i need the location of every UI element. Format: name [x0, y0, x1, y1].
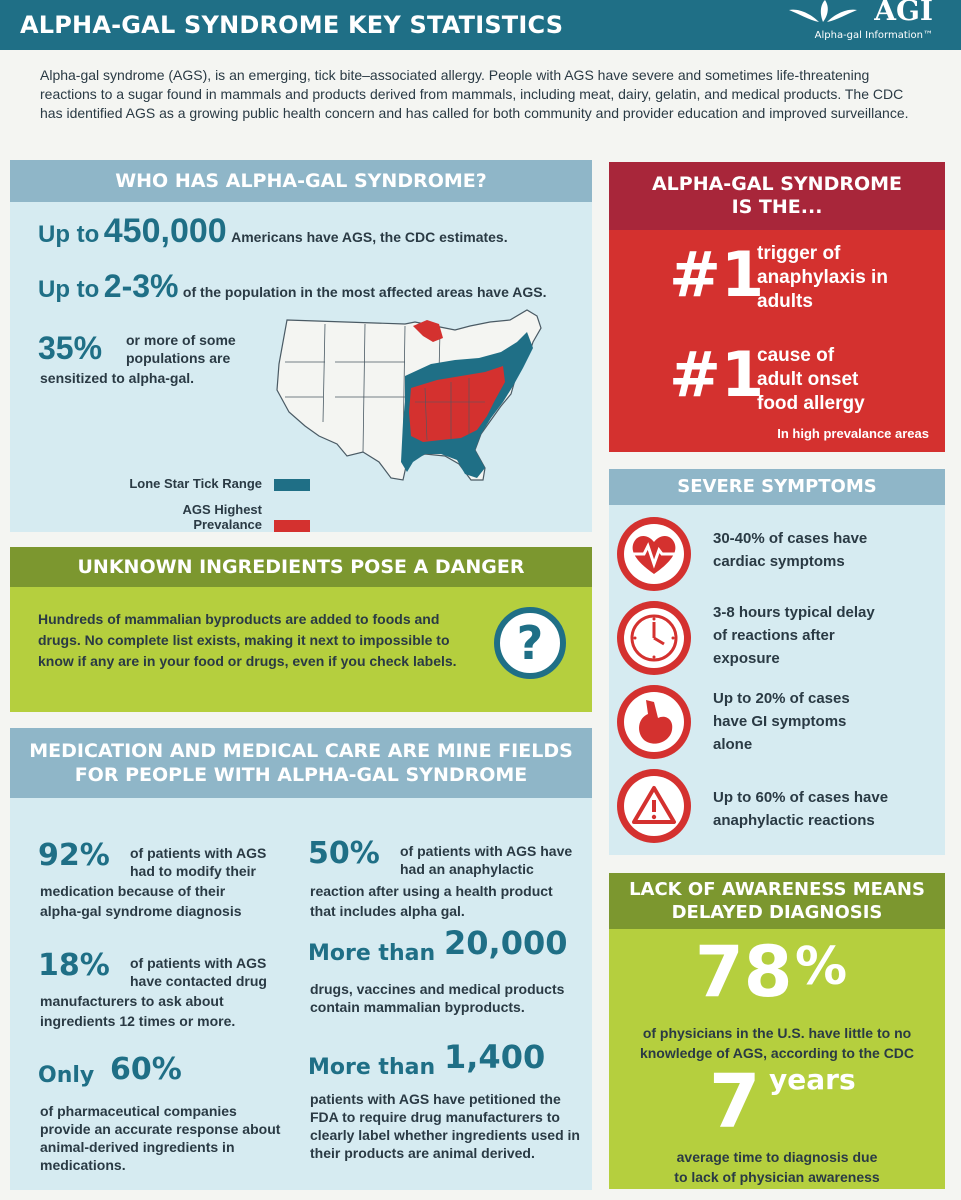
logo-text: AGI [874, 0, 933, 27]
stat-50-percent: 50% of patients with AGS have had an anaphylactic reaction after using a health product that includes alpha gal. [308, 836, 573, 919]
time-to-diagnosis-text: average time to diagnosis due to lack of physician awareness [674, 1149, 880, 1185]
us-map [265, 302, 565, 502]
stat-7: 7 [709, 1059, 761, 1145]
warning-icon [617, 769, 691, 843]
lack-of-awareness-heading: LACK OF AWARENESS MEANS DELAYED DIAGNOSIS [609, 873, 945, 929]
physician-knowledge-text: of physicians in the U.S. have little to no knowledge of AGS, according to the CDC [639, 1025, 915, 1061]
percent-sign: % [795, 937, 848, 997]
lack-of-awareness-panel [609, 873, 945, 1189]
clock-icon [617, 601, 691, 675]
lotus-logo-icon [789, 0, 859, 24]
agi-logo [789, 0, 939, 48]
logo-subtitle: Alpha-gal Information™ [814, 30, 933, 41]
who-has-heading: WHO HAS ALPHA-GAL SYNDROME? [10, 160, 592, 202]
unknown-ingredients-text: Hundreds of mammalian byproducts are added to foods and drugs. No complete list exists, making it next to impossible to know if any are in your food or drugs, even if you check labels. [38, 611, 457, 669]
medication-panel [10, 728, 592, 1190]
medication-heading: MEDICATION AND MEDICAL CARE ARE MINE FIELDS FOR PEOPLE WITH ALPHA-GAL SYNDROME [10, 728, 592, 798]
years-label: years [769, 1063, 856, 1096]
stat-20000: More than 20,000 drugs, vaccines and medical products contain mammalian byproducts. [308, 924, 568, 1015]
question-mark-icon: ? [494, 607, 566, 679]
legend-ags-prevalence: AGS Highest Prevalance [122, 502, 310, 532]
severe-symptoms-panel [609, 469, 945, 855]
stat-only-60-percent: Only 60% of pharmaceutical companies provide an accurate response about animal-derived ingredients in medications. [38, 1052, 281, 1173]
intro-paragraph: Alpha-gal syndrome (AGS), is an emerging, tick bite–associated allergy. People with AGS have severe and sometimes life-threatening reactions to a sugar found in mammals and products derived from mammals, including meat, dairy, gelatin, and medical products. The CDC has identified AGS as a growing public health concern and has called for both community and provider education and improved surveillance. [40, 67, 909, 121]
unknown-ingredients-heading: UNKNOWN INGREDIENTS POSE A DANGER [10, 547, 592, 587]
ags-is-the-panel [609, 162, 945, 452]
symptom-delay-text: 3-8 hours typical delay of reactions after exposure [713, 604, 875, 667]
high-prevalence-note: In high prevalance areas [777, 426, 929, 441]
symptom-gi-text: Up to 20% of cases have GI symptoms alone [713, 690, 850, 753]
stat-1400: More than 1,400 patients with AGS have petitioned the FDA to require drug manufacturers to clearly label whether ingredients used in their products are animal derived. [308, 1038, 580, 1161]
cause-food-allergy-text: cause of adult onset food allergy [757, 345, 865, 414]
who-has-panel: WHO HAS ALPHA-GAL SYNDROME? Up to 450,000 Americans have AGS, the CDC estimates. Up to 2-3% of the population in the most affected areas have AGS. 35% or more of some populations are sensitized to alpha-gal. Lone Star Tick Range AGS Highest Prevalance [10, 160, 592, 532]
legend-swatch-red [274, 520, 310, 532]
legend-swatch-teal [274, 479, 310, 491]
stomach-icon [617, 685, 691, 759]
symptom-cardiac-text: 30-40% of cases have cardiac symptoms [713, 530, 868, 570]
severe-symptoms-heading: SEVERE SYMPTOMS [609, 469, 945, 505]
number-one-cause: #1 [669, 338, 765, 411]
stat-18-percent: 18% of patients with AGS have contacted drug manufacturers to ask about ingredients 12 times or more. [38, 948, 267, 1029]
title-bar [0, 0, 961, 50]
number-one-trigger: #1 [669, 238, 765, 311]
stat-2-3-percent: Up to 2-3% of the population in the most affected areas have AGS. [38, 268, 547, 304]
legend-lone-star: Lone Star Tick Range [122, 476, 310, 491]
symptom-anaphylactic-text: Up to 60% of cases have anaphylactic reactions [713, 789, 889, 829]
page-title: ALPHA-GAL SYNDROME KEY STATISTICS [20, 11, 564, 39]
ags-is-the-heading: ALPHA-GAL SYNDROME IS THE... [609, 162, 945, 230]
trigger-anaphylaxis-text: trigger of anaphylaxis in adults [757, 243, 888, 312]
stat-78: 78 [695, 931, 793, 1013]
stat-450000: Up to 450,000 Americans have AGS, the CDC estimates. [38, 212, 508, 250]
stat-92-percent: 92% of patients with AGS had to modify their medication because of their alpha-gal syndrome diagnosis [38, 838, 267, 919]
unknown-ingredients-panel [10, 547, 592, 712]
heart-icon [617, 517, 691, 591]
